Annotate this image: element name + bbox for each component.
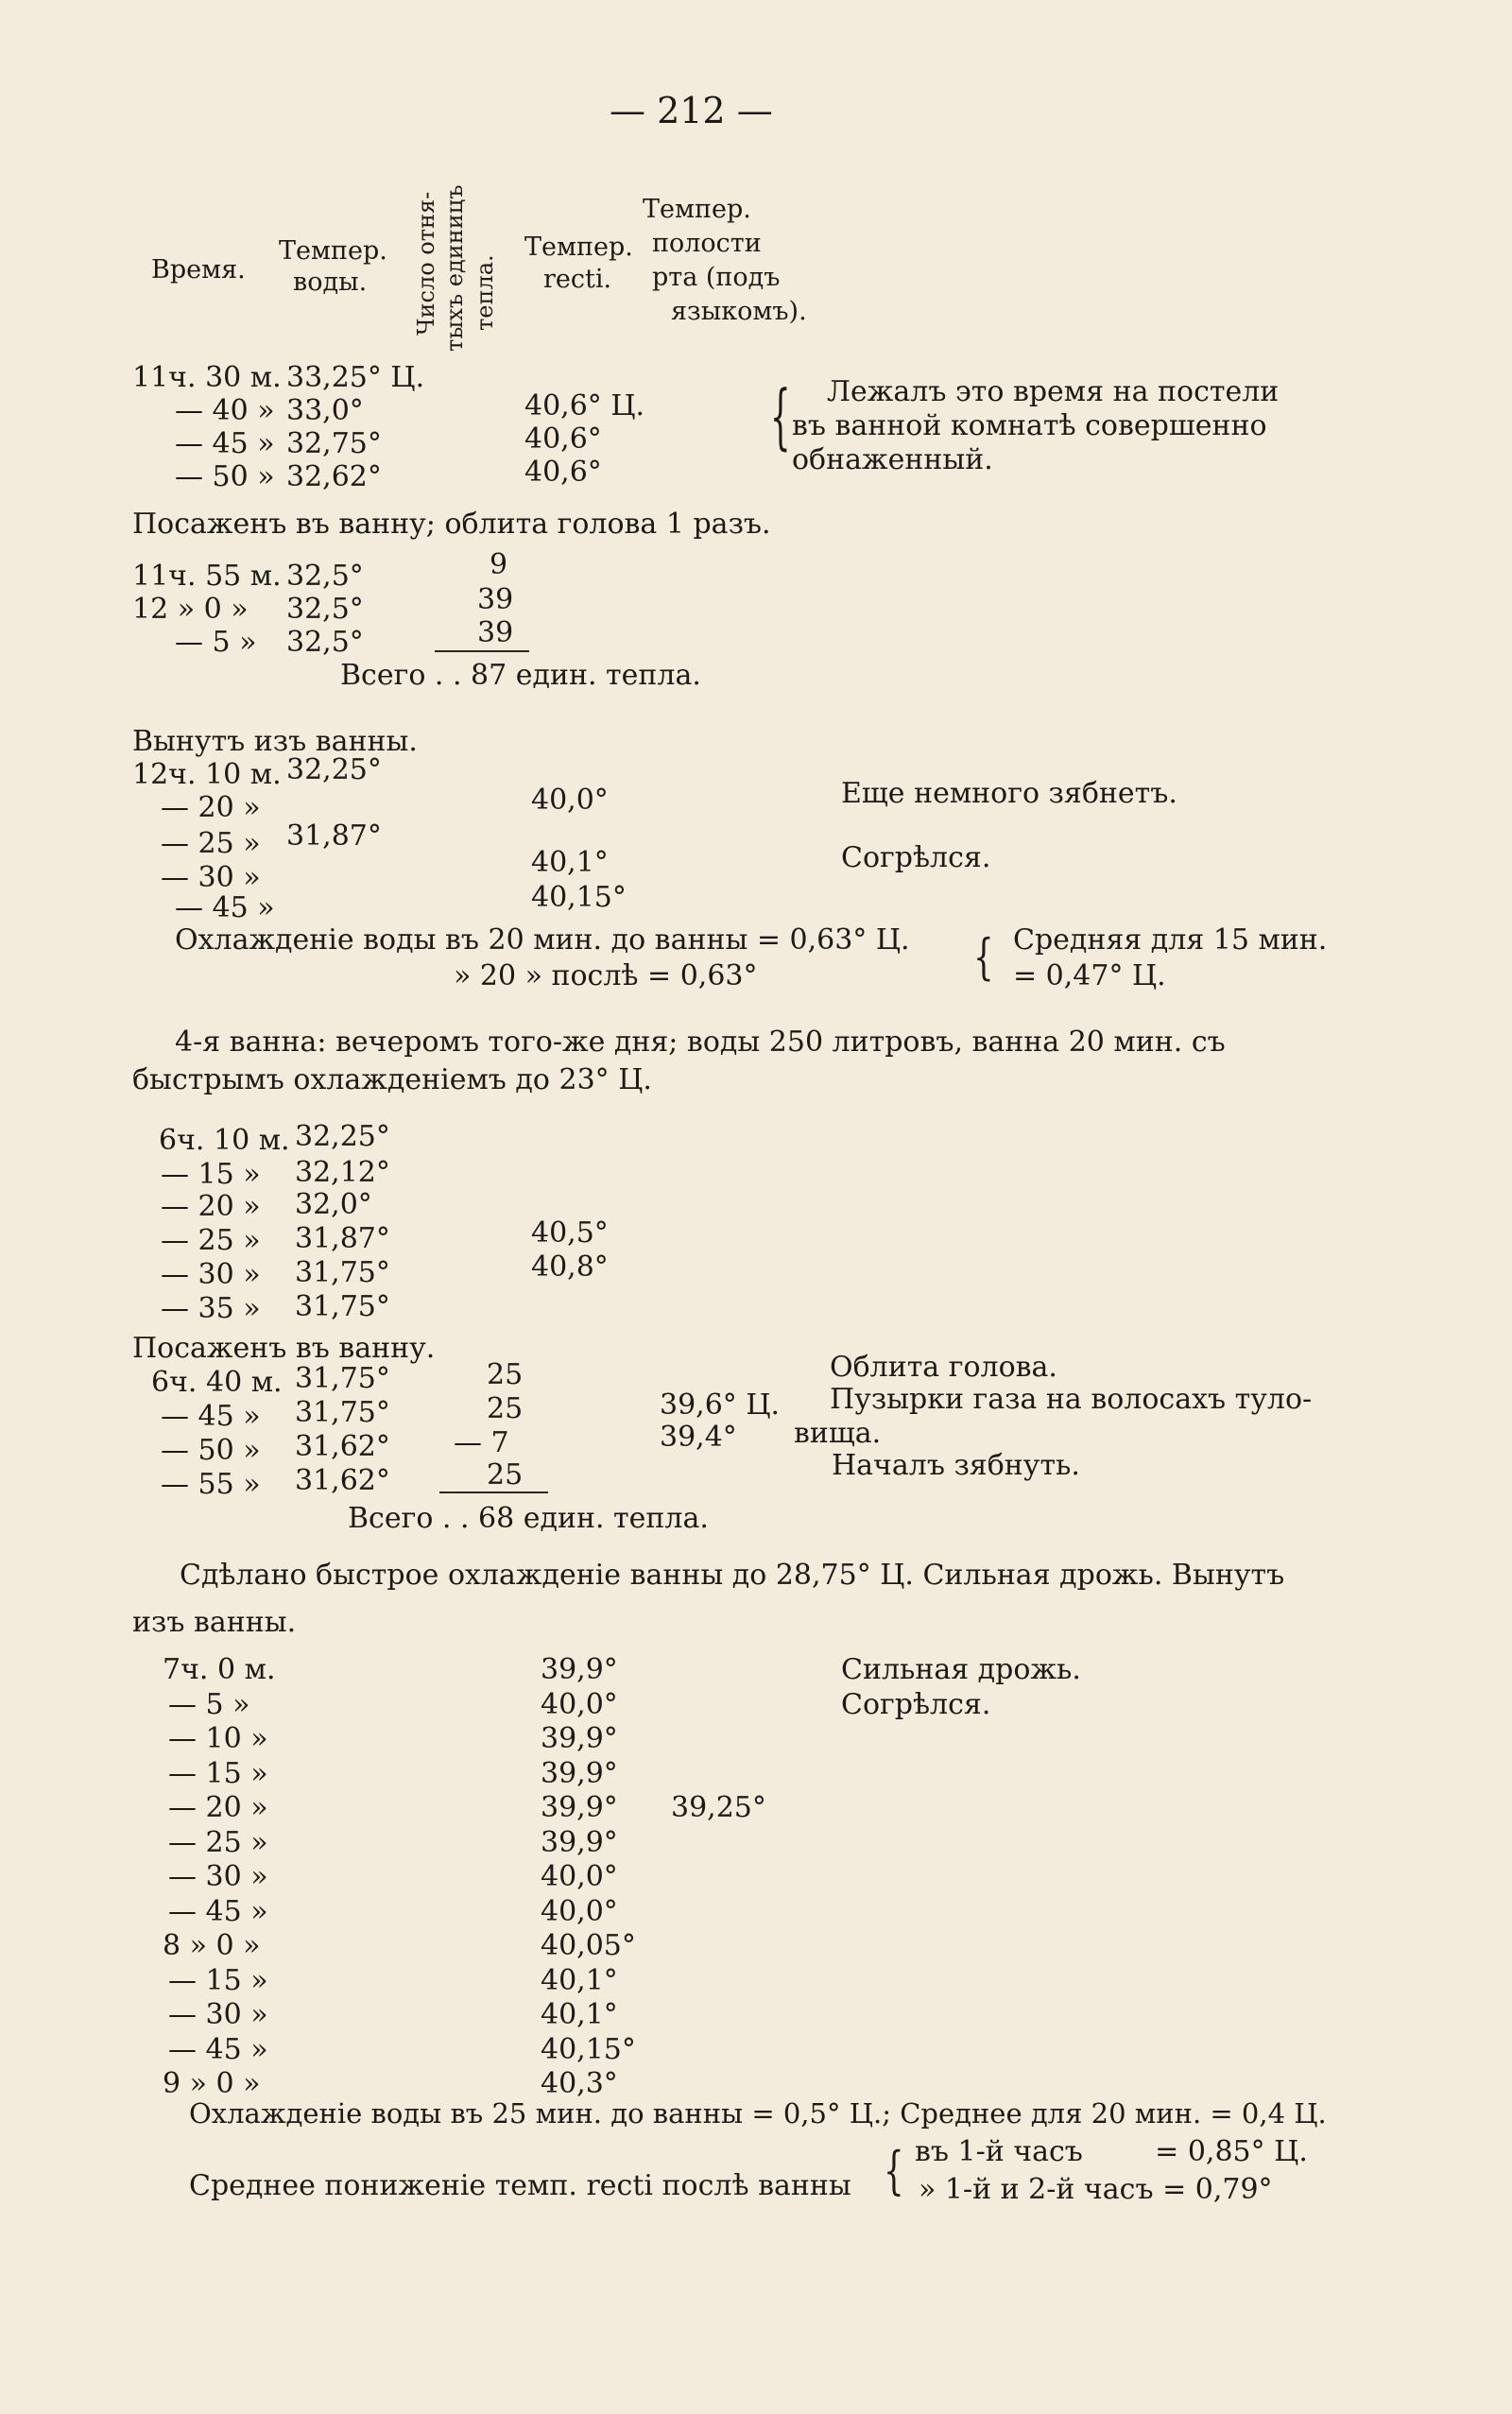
b2-water-1: 32,5° bbox=[286, 593, 364, 626]
b4-time-1: — 15 » bbox=[161, 1158, 261, 1191]
b1-time-2: — 45 » bbox=[175, 427, 275, 460]
b3-water-2: 31,87° bbox=[286, 819, 382, 853]
b6-recti-12: 40,3° bbox=[541, 2067, 618, 2100]
b6-oral-4: 39,25° bbox=[671, 1791, 766, 1824]
b5-heat-0: 25 bbox=[487, 1358, 524, 1391]
b1-time-3: — 50 » bbox=[175, 460, 275, 493]
b3-time-2: — 25 » bbox=[161, 827, 261, 860]
b5-water-3: 31,62° bbox=[295, 1464, 390, 1497]
b5-recti-2: 39,4° bbox=[660, 1421, 737, 1454]
b3-water-0: 32,25° bbox=[286, 753, 382, 786]
b6-recti-7: 40,0° bbox=[541, 1895, 618, 1928]
b4-time-5: — 35 » bbox=[161, 1292, 261, 1325]
b2-total-rule bbox=[435, 650, 529, 652]
b1-water-2: 32,75° bbox=[286, 427, 382, 460]
b5-heat-3: 25 bbox=[487, 1458, 524, 1492]
b6-recti-3: 39,9° bbox=[541, 1757, 618, 1790]
b1-time-1: — 40 » bbox=[175, 394, 275, 427]
seated-2: Посаженъ въ ванну. bbox=[132, 1332, 436, 1365]
b3-time-4: — 45 » bbox=[175, 891, 275, 924]
b2-water-2: 32,5° bbox=[286, 626, 364, 659]
b4-water-4: 31,75° bbox=[295, 1256, 390, 1289]
cooling1-brace: { bbox=[973, 929, 994, 987]
b4-recti-3: 40,5° bbox=[531, 1216, 609, 1250]
b3-recti-4: 40,15° bbox=[531, 881, 627, 914]
b1-water-1: 33,0° bbox=[286, 394, 364, 427]
b1-brace: { bbox=[770, 376, 791, 460]
b5-time-2: — 50 » bbox=[161, 1434, 261, 1467]
b6-time-0: 7ч. 0 м. bbox=[163, 1653, 276, 1686]
b2-time-1: 12 » 0 » bbox=[132, 593, 249, 626]
b2-water-0: 32,5° bbox=[286, 560, 364, 593]
b4-time-2: — 20 » bbox=[161, 1190, 261, 1223]
b5-water-2: 31,62° bbox=[295, 1430, 390, 1463]
cooling1-right2: = 0,47° Ц. bbox=[1013, 959, 1166, 992]
b6-note-1: Согрѣлся. bbox=[841, 1688, 991, 1721]
b6-recti-2: 39,9° bbox=[541, 1722, 618, 1755]
b6-time-6: — 30 » bbox=[168, 1860, 268, 1893]
b6-time-10: — 30 » bbox=[168, 1998, 268, 2031]
removed-1: Вынутъ изъ ванны. bbox=[132, 725, 418, 758]
b2-total: Всего . . 87 един. тепла. bbox=[340, 659, 701, 692]
header-oral-4: языкомъ). bbox=[671, 297, 807, 326]
bath4-line1: 4-я ванна: вечеромъ того-же дня; воды 250 литровъ, ванна 20 мин. съ bbox=[175, 1026, 1226, 1059]
b6-time-4: — 20 » bbox=[168, 1791, 268, 1824]
b6-recti-5: 39,9° bbox=[541, 1826, 618, 1859]
b5-heat-2: — 7 bbox=[454, 1426, 509, 1459]
b4-time-3: — 25 » bbox=[161, 1224, 261, 1257]
mean-drop-right1: въ 1-й часъ = 0,85° Ц. bbox=[915, 2135, 1308, 2168]
b1-water-0: 33,25° Ц. bbox=[286, 361, 425, 394]
b1-recti-3: 40,6° bbox=[524, 456, 602, 489]
b5-note-1: Пузырки газа на волосахъ туло- bbox=[830, 1383, 1313, 1416]
b3-note-1: Еще немного зябнетъ. bbox=[841, 777, 1177, 810]
b6-time-3: — 15 » bbox=[168, 1757, 268, 1790]
b3-note-3: Согрѣлся. bbox=[841, 841, 991, 874]
b1-recti-2: 40,6° bbox=[524, 422, 602, 456]
b4-recti-4: 40,8° bbox=[531, 1250, 609, 1284]
cooling1-line2: » 20 » послѣ = 0,63° bbox=[454, 959, 758, 992]
header-heat-2: тыхъ единицъ bbox=[441, 184, 468, 352]
b2-time-2: — 5 » bbox=[175, 626, 257, 659]
b6-time-9: — 15 » bbox=[168, 1964, 268, 1997]
b4-time-4: — 30 » bbox=[161, 1258, 261, 1291]
b4-time-0: 6ч. 10 м. bbox=[159, 1124, 290, 1157]
b1-note-1: въ ванной комнатѣ совершенно bbox=[792, 409, 1267, 442]
b4-water-0: 32,25° bbox=[295, 1120, 390, 1153]
b6-time-1: — 5 » bbox=[168, 1688, 250, 1721]
b2-heat-0: 9 bbox=[490, 548, 508, 581]
b1-recti-1: 40,6° Ц. bbox=[524, 389, 645, 422]
header-heat-1: Число отня- bbox=[413, 191, 439, 336]
b6-recti-6: 40,0° bbox=[541, 1860, 618, 1893]
b5-heat-1: 25 bbox=[487, 1392, 524, 1425]
header-water-2: воды. bbox=[293, 267, 368, 297]
b2-heat-1: 39 bbox=[477, 583, 514, 616]
header-recti-2: recti. bbox=[543, 265, 612, 294]
header-oral-2: полости bbox=[652, 229, 762, 258]
b6-recti-8: 40,05° bbox=[541, 1929, 636, 1962]
b6-time-7: — 45 » bbox=[168, 1895, 268, 1928]
b2-heat-2: 39 bbox=[477, 616, 514, 649]
b3-time-1: — 20 » bbox=[161, 791, 261, 824]
b5-note-2: вища. bbox=[794, 1417, 882, 1450]
b1-time-0: 11ч. 30 м. bbox=[132, 361, 282, 394]
mean-drop-left: Среднее пониженіе темп. recti послѣ ванны bbox=[189, 2169, 851, 2202]
b4-water-3: 31,87° bbox=[295, 1222, 390, 1255]
b3-time-0: 12ч. 10 м. bbox=[132, 758, 282, 791]
b6-recti-0: 39,9° bbox=[541, 1653, 618, 1686]
b5-time-1: — 45 » bbox=[161, 1400, 261, 1433]
b5-total: Всего . . 68 един. тепла. bbox=[348, 1502, 709, 1535]
header-oral-1: Темпер. bbox=[643, 195, 751, 224]
b5-note-0: Облита голова. bbox=[830, 1351, 1057, 1384]
mean-drop-right2: » 1-й и 2-й часъ = 0,79° bbox=[919, 2173, 1273, 2206]
cooling1-right1: Средняя для 15 мин. bbox=[1013, 923, 1328, 957]
b5-water-0: 31,75° bbox=[295, 1362, 390, 1395]
cooling2: Охлажденіе воды въ 25 мин. до ванны = 0,5° Ц.; Среднее для 20 мин. = 0,4 Ц. bbox=[189, 2097, 1327, 2129]
b4-water-5: 31,75° bbox=[295, 1290, 390, 1323]
b6-time-12: 9 » 0 » bbox=[163, 2067, 261, 2100]
page-number: — 212 — bbox=[610, 90, 773, 131]
b6-time-2: — 10 » bbox=[168, 1722, 268, 1755]
bath4-line2: быстрымъ охлажденіемъ до 23° Ц. bbox=[132, 1063, 652, 1096]
b5-total-rule bbox=[439, 1492, 548, 1493]
b5-time-0: 6ч. 40 м. bbox=[151, 1366, 283, 1399]
b2-time-0: 11ч. 55 м. bbox=[132, 560, 282, 593]
header-oral-3: рта (подъ bbox=[652, 263, 781, 292]
b6-note-0: Сильная дрожь. bbox=[841, 1653, 1081, 1686]
header-water-1: Темпер. bbox=[279, 236, 387, 266]
b6-recti-4: 39,9° bbox=[541, 1791, 618, 1824]
b5-note-3: Началъ зябнуть. bbox=[832, 1449, 1080, 1482]
b6-recti-9: 40,1° bbox=[541, 1964, 618, 1997]
b1-note-2: обнаженный. bbox=[792, 443, 993, 476]
b6-recti-10: 40,1° bbox=[541, 1998, 618, 2031]
rapid-cooling-2: изъ ванны. bbox=[132, 1606, 297, 1639]
b6-recti-11: 40,15° bbox=[541, 2033, 636, 2066]
rapid-cooling-1: Сдѣлано быстрое охлажденіе ванны до 28,75° Ц. Сильная дрожь. Вынутъ bbox=[180, 1559, 1285, 1592]
b4-water-1: 32,12° bbox=[295, 1156, 390, 1189]
b5-recti-1: 39,6° Ц. bbox=[660, 1388, 781, 1422]
b3-recti-1: 40,0° bbox=[531, 784, 609, 817]
b4-water-2: 32,0° bbox=[295, 1188, 372, 1221]
b3-recti-3: 40,1° bbox=[531, 846, 609, 879]
b3-time-3: — 30 » bbox=[161, 861, 261, 894]
header-time: Время. bbox=[151, 255, 246, 285]
b6-time-8: 8 » 0 » bbox=[163, 1929, 261, 1962]
b5-water-1: 31,75° bbox=[295, 1396, 390, 1429]
header-recti-1: Темпер. bbox=[524, 233, 633, 262]
mean-drop-brace: { bbox=[884, 2141, 904, 2202]
b6-time-11: — 45 » bbox=[168, 2033, 268, 2066]
b1-water-3: 32,62° bbox=[286, 460, 382, 493]
b5-time-3: — 55 » bbox=[161, 1468, 261, 1501]
b6-time-5: — 25 » bbox=[168, 1826, 268, 1859]
b6-recti-1: 40,0° bbox=[541, 1688, 618, 1721]
cooling1-line1: Охлажденіе воды въ 20 мин. до ванны = 0,63° Ц. bbox=[175, 923, 910, 957]
header-heat-3: тепла. bbox=[472, 254, 498, 331]
b1-note-0: Лежалъ это время на постели bbox=[827, 375, 1280, 408]
seated-1: Посаженъ въ ванну; облита голова 1 разъ. bbox=[132, 508, 771, 541]
